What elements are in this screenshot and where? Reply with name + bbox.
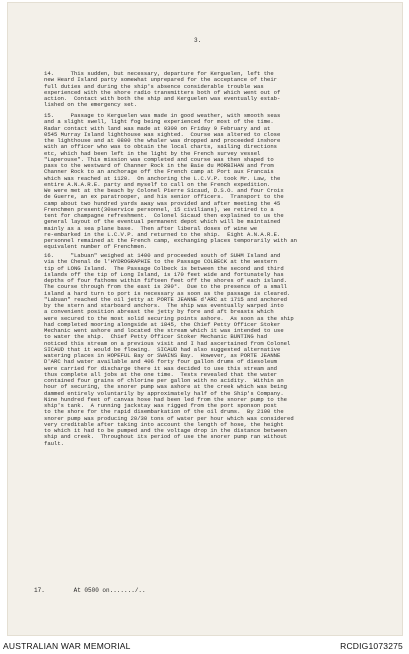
record-id: RCDIG1073275 — [340, 641, 403, 651]
paper-sheet — [8, 3, 402, 635]
paragraph-15: 15. Passage to Kerguelen was made in good weather, with smooth seas and a slight swell, light fog being experienced for most of the time. Radar contact with land was made at 0300 on Friday 9 February and at 0545 Murray Island lighthouse was sighted. Course was altered to close the lighthouse and at 0800 the whaler was dropped and proceeded inshore with an officer who was to obtain the local charts, sailing directions etc, which had been left in the light by the French survey vessel "Laperouse". This mission was completed and course was then shaped to pass to the westward of Channer Rock in the Baie du MORBIHAN and from Channer Rock to an anchorage off the French camp at Port aux Francais which was reached at 1120. On anchoring the L.C.V.P. took Mr. Law, the entire A.N.A.R.E. party and myself to call on the French expedition. We were met at the beach by Colonel Pierre Sicaud, D.S.O. and four Croix de Guerre, an ex paratrooper, and his senior officers. Transport to the camp about two hundred yards away was provided and after meeting the 45 Frenchmen present(30service personnel, 15 civilians), we retired to a tent for champagne refreshment. Colonel Sicaud then explained to us the general layout of the eventual permanent depot which will be maintained mainly as a sea plane base. Then after liberal doses of wine we re-embarked in the L.C.V.P. and returned to the ship. Eight A.N.A.R.E. personnel remained at the French camp, exchanging places temporarily with an equivalent number of Frenchmen. — [44, 112, 297, 251]
continuation-line: 17. At 0500 on......./.. — [34, 587, 146, 594]
archive-caption-bar — [0, 638, 409, 654]
paragraph-14: 14. This sudden, but necessary, departure for Kerguelen, left the new Heard Island party somewhat unprepared for the acceptance of their full duties and during the ship's absence considerable trouble was experienced with the shore radio transmitters both of which went out of action. Contact with both the ship and Kerguelen was eventually estab- lished on the emergency set. — [44, 70, 281, 109]
paragraph-16: 16. "Labuan" weighed at 1400 and proceeded south of SUHM Island and via the Chenal de l'HYDROGRAPHIE to the Passage COLBECK at the western tip of LONG Island. The Passage Colbeck is between the second and third islands off the tip of Long Island, is 170 feet wide and fortunately has depths of four fathoms within fifteen feet off the shores of each island. The course through from the east is 290°. Due to the presence of a small island a hard turn to port is necessary as soon as the passage is cleared. "Labuan" reached the oil jetty at PORTE JEANNE d'ARC at 1715 and anchored by the stern and starboard anchors. The ship was eventually warped into a convenient position abreast the jetty by fore and aft breasts which were secured to the most solid securing points ashore. As soon as the ship had completed mooring alongside at 1845, the Chief Petty Officer Stoker Mechanic went ashore and located the stream which it was intended to use to water the ship. Chief Petty Officer Stoker Mechanic BUNTING had noticed this stream on a previous visit and I had ascertained from Colonel SICAUD that it would be flowing. SICAUD had also suggested alternative watering places in HOPEFUL Bay or SWAINS Bay. However, as PORTE JEANNE D'ARC had water available and 406 forty four gallon drums of diesoleum were carried for discharge there it was decided to use this stream and thus complete all jobs at the one time. Tests revealed that the water contained four grains of chlorine per gallon with no acidity. Within an hour of securing, the snorer pump was ashore at the creek which was being dammed entirely voluntarily by approximately half of the Ship's Company. Nine hundred feet of canvas hose had been led from the snorer pump to the ship's tank. A running jackstay was rigged from the port sponson post to the shore for the rapid disembarkation of the oil drums. By 2100 the snorer pump was producing 20/30 tons of water per hour which was considered very creditable after taking into account the length of hose, the height to which it had to be pumped and the voltage drop in the distance between ship and creek. Throughout its period of use the snorer pump ran without fault. — [44, 252, 294, 447]
page-number: 3. — [194, 37, 202, 44]
archive-name: AUSTRALIAN WAR MEMORIAL — [3, 641, 131, 651]
